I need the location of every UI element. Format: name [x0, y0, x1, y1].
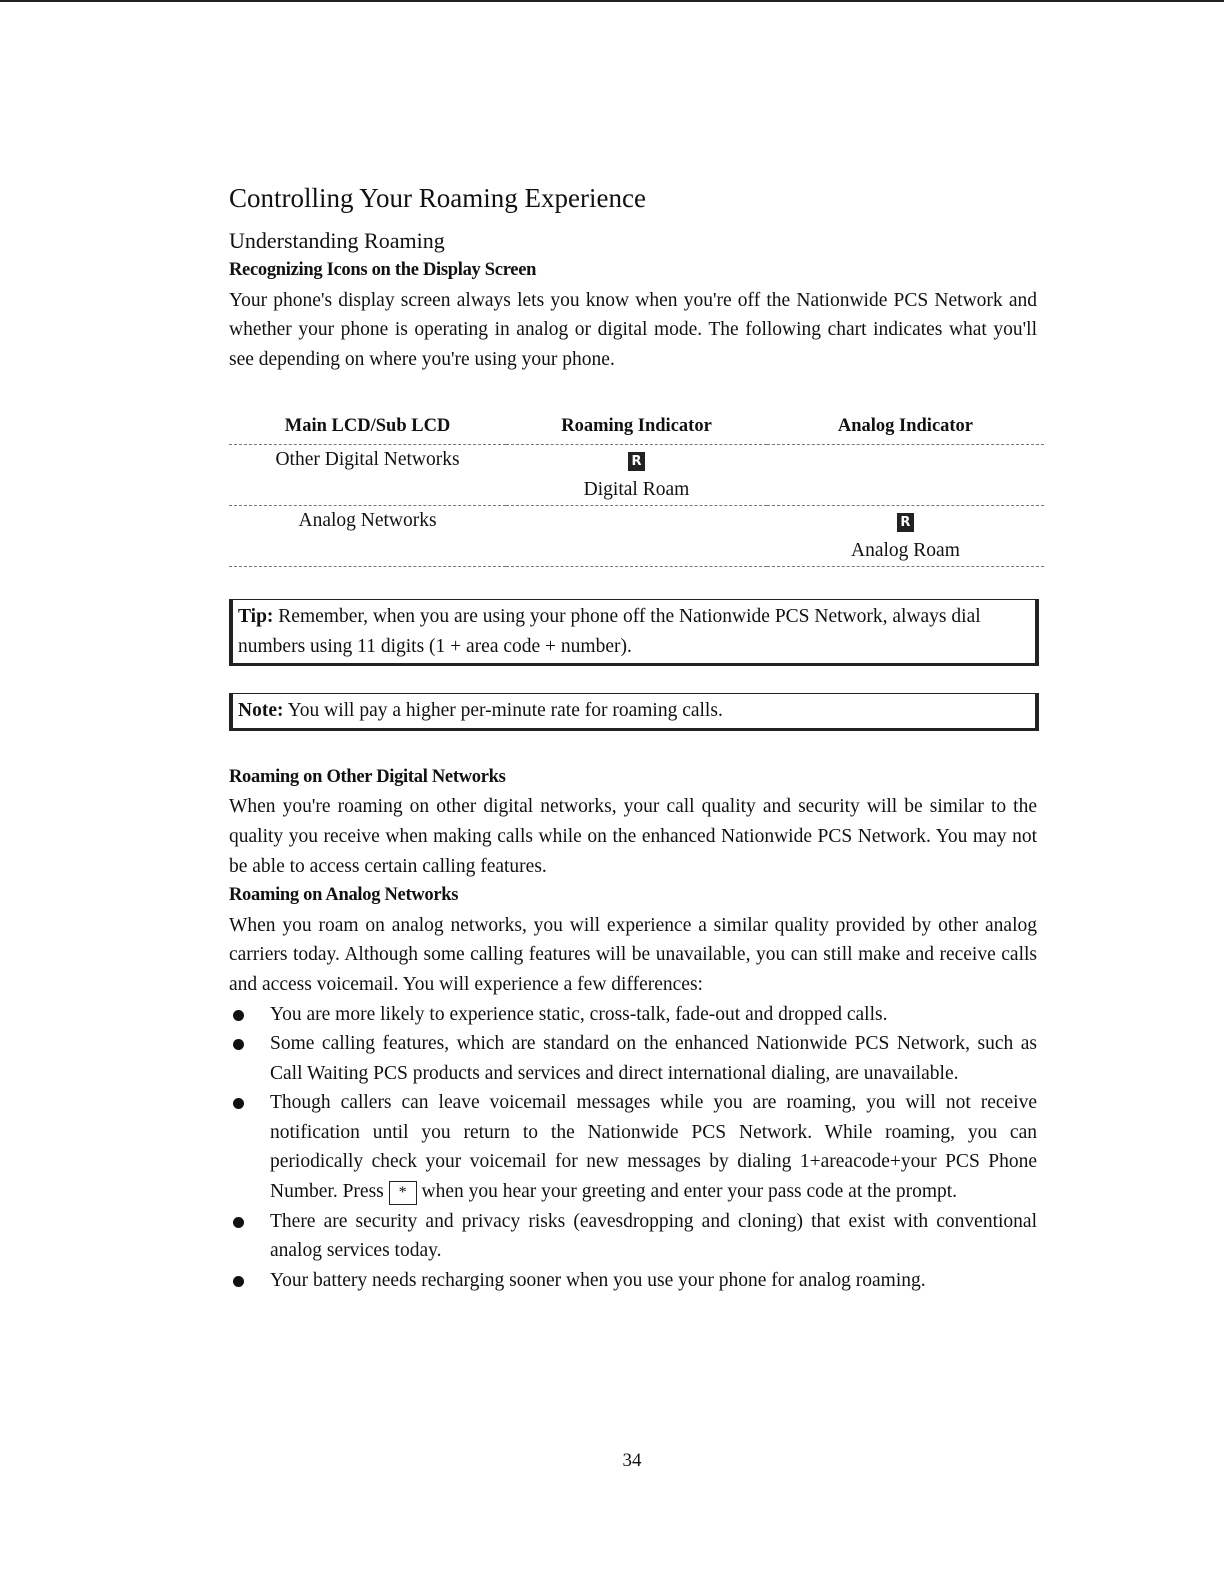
- list-item-text: You are more likely to experience static, cross-talk, fade-out and dropped calls.: [270, 1003, 888, 1025]
- list-item-text: Though callers can leave voicemail messages while you are roaming, you will not receive notification until you return to the Nationwide PCS Network. While roaming, you can periodically check your voicemail for new messages by dialing 1+areacode+your PCS Phone Number. Press: [270, 1092, 1037, 1203]
- table-row: [229, 444, 1044, 505]
- note-box: [229, 693, 1039, 729]
- list-item-text: There are security and privacy risks (eavesdropping and cloning) that exist with conventional analog services today.: [270, 1210, 1037, 1262]
- indicator-label: Analog Roam: [851, 539, 960, 561]
- tip-text: Remember, when you are using your phone off the Nationwide PCS Network, always dial numbers using 11 digits (1 + area code + number).: [238, 605, 981, 657]
- bullet-icon: [233, 1039, 244, 1050]
- network-cell: Other Digital Networks: [229, 444, 506, 505]
- document-page: [229, 180, 1037, 1295]
- bullet-icon: [233, 1276, 244, 1287]
- note-label: Note:: [238, 700, 284, 722]
- table-row: [229, 505, 1044, 566]
- list-item: [229, 1000, 1037, 1030]
- column-header: Analog Indicator: [767, 412, 1044, 444]
- section-heading: Roaming on Other Digital Networks: [229, 766, 506, 787]
- roaming-r-icon: R: [897, 513, 914, 532]
- empty-cell: [506, 505, 767, 566]
- roaming-r-icon: R: [628, 452, 645, 471]
- bullet-icon: [233, 1217, 244, 1228]
- list-item-text: Your battery needs recharging sooner when you use your phone for analog roaming.: [270, 1269, 926, 1291]
- empty-cell: [767, 444, 1044, 505]
- roaming-icons-table: [229, 412, 1044, 567]
- page-number: 34: [622, 1450, 642, 1471]
- column-header: Main LCD/Sub LCD: [229, 412, 506, 444]
- indicator-cell: [506, 444, 767, 505]
- list-item: [229, 1266, 1037, 1296]
- bullet-icon: [233, 1010, 244, 1021]
- page-title: Controlling Your Roaming Experience: [229, 183, 646, 213]
- subtitle: Understanding Roaming: [229, 228, 445, 253]
- indicator-cell: [767, 505, 1044, 566]
- paragraph: When you're roaming on other digital networks, your call quality and security will be similar to the quality you receive when making calls while on the enhanced Nationwide PCS Network. You may not be able to access certain calling features.: [229, 796, 1037, 877]
- list-item-text: Some calling features, which are standard on the enhanced Nationwide PCS Network, such as Call Waiting PCS products and services and direct international dialing, are unavailable.: [270, 1033, 1037, 1084]
- column-header: Roaming Indicator: [506, 412, 767, 444]
- indicator-label: Digital Roam: [583, 478, 690, 500]
- tip-label: Tip:: [238, 605, 274, 627]
- list-item: [229, 1207, 1037, 1266]
- paragraph: Your phone's display screen always lets you know when you're off the Nationwide PCS Network and whether your phone is operating in analog or digital mode. The following chart indicates what you'll see depending on where you're using your phone.: [229, 289, 1037, 370]
- list-item: [229, 1088, 1037, 1206]
- tip-box: [229, 599, 1039, 664]
- star-key-icon: *: [389, 1181, 417, 1205]
- list-item-text: when you hear your greeting and enter your pass code at the prompt.: [416, 1181, 958, 1203]
- differences-list: [229, 1000, 1037, 1296]
- bullet-icon: [233, 1098, 244, 1109]
- network-cell: Analog Networks: [229, 505, 506, 566]
- note-text: You will pay a higher per-minute rate for roaming calls.: [283, 700, 723, 722]
- list-item: [229, 1029, 1037, 1088]
- section-heading: Recognizing Icons on the Display Screen: [229, 260, 537, 280]
- section-heading: Roaming on Analog Networks: [229, 885, 459, 906]
- scan-border: [0, 0, 1224, 2]
- paragraph: When you roam on analog networks, you will experience a similar quality provided by other analog carriers today. Although some calling features will be unavailable, you can still make and receive calls and access voicemail. You will experience a few differences:: [229, 914, 1037, 995]
